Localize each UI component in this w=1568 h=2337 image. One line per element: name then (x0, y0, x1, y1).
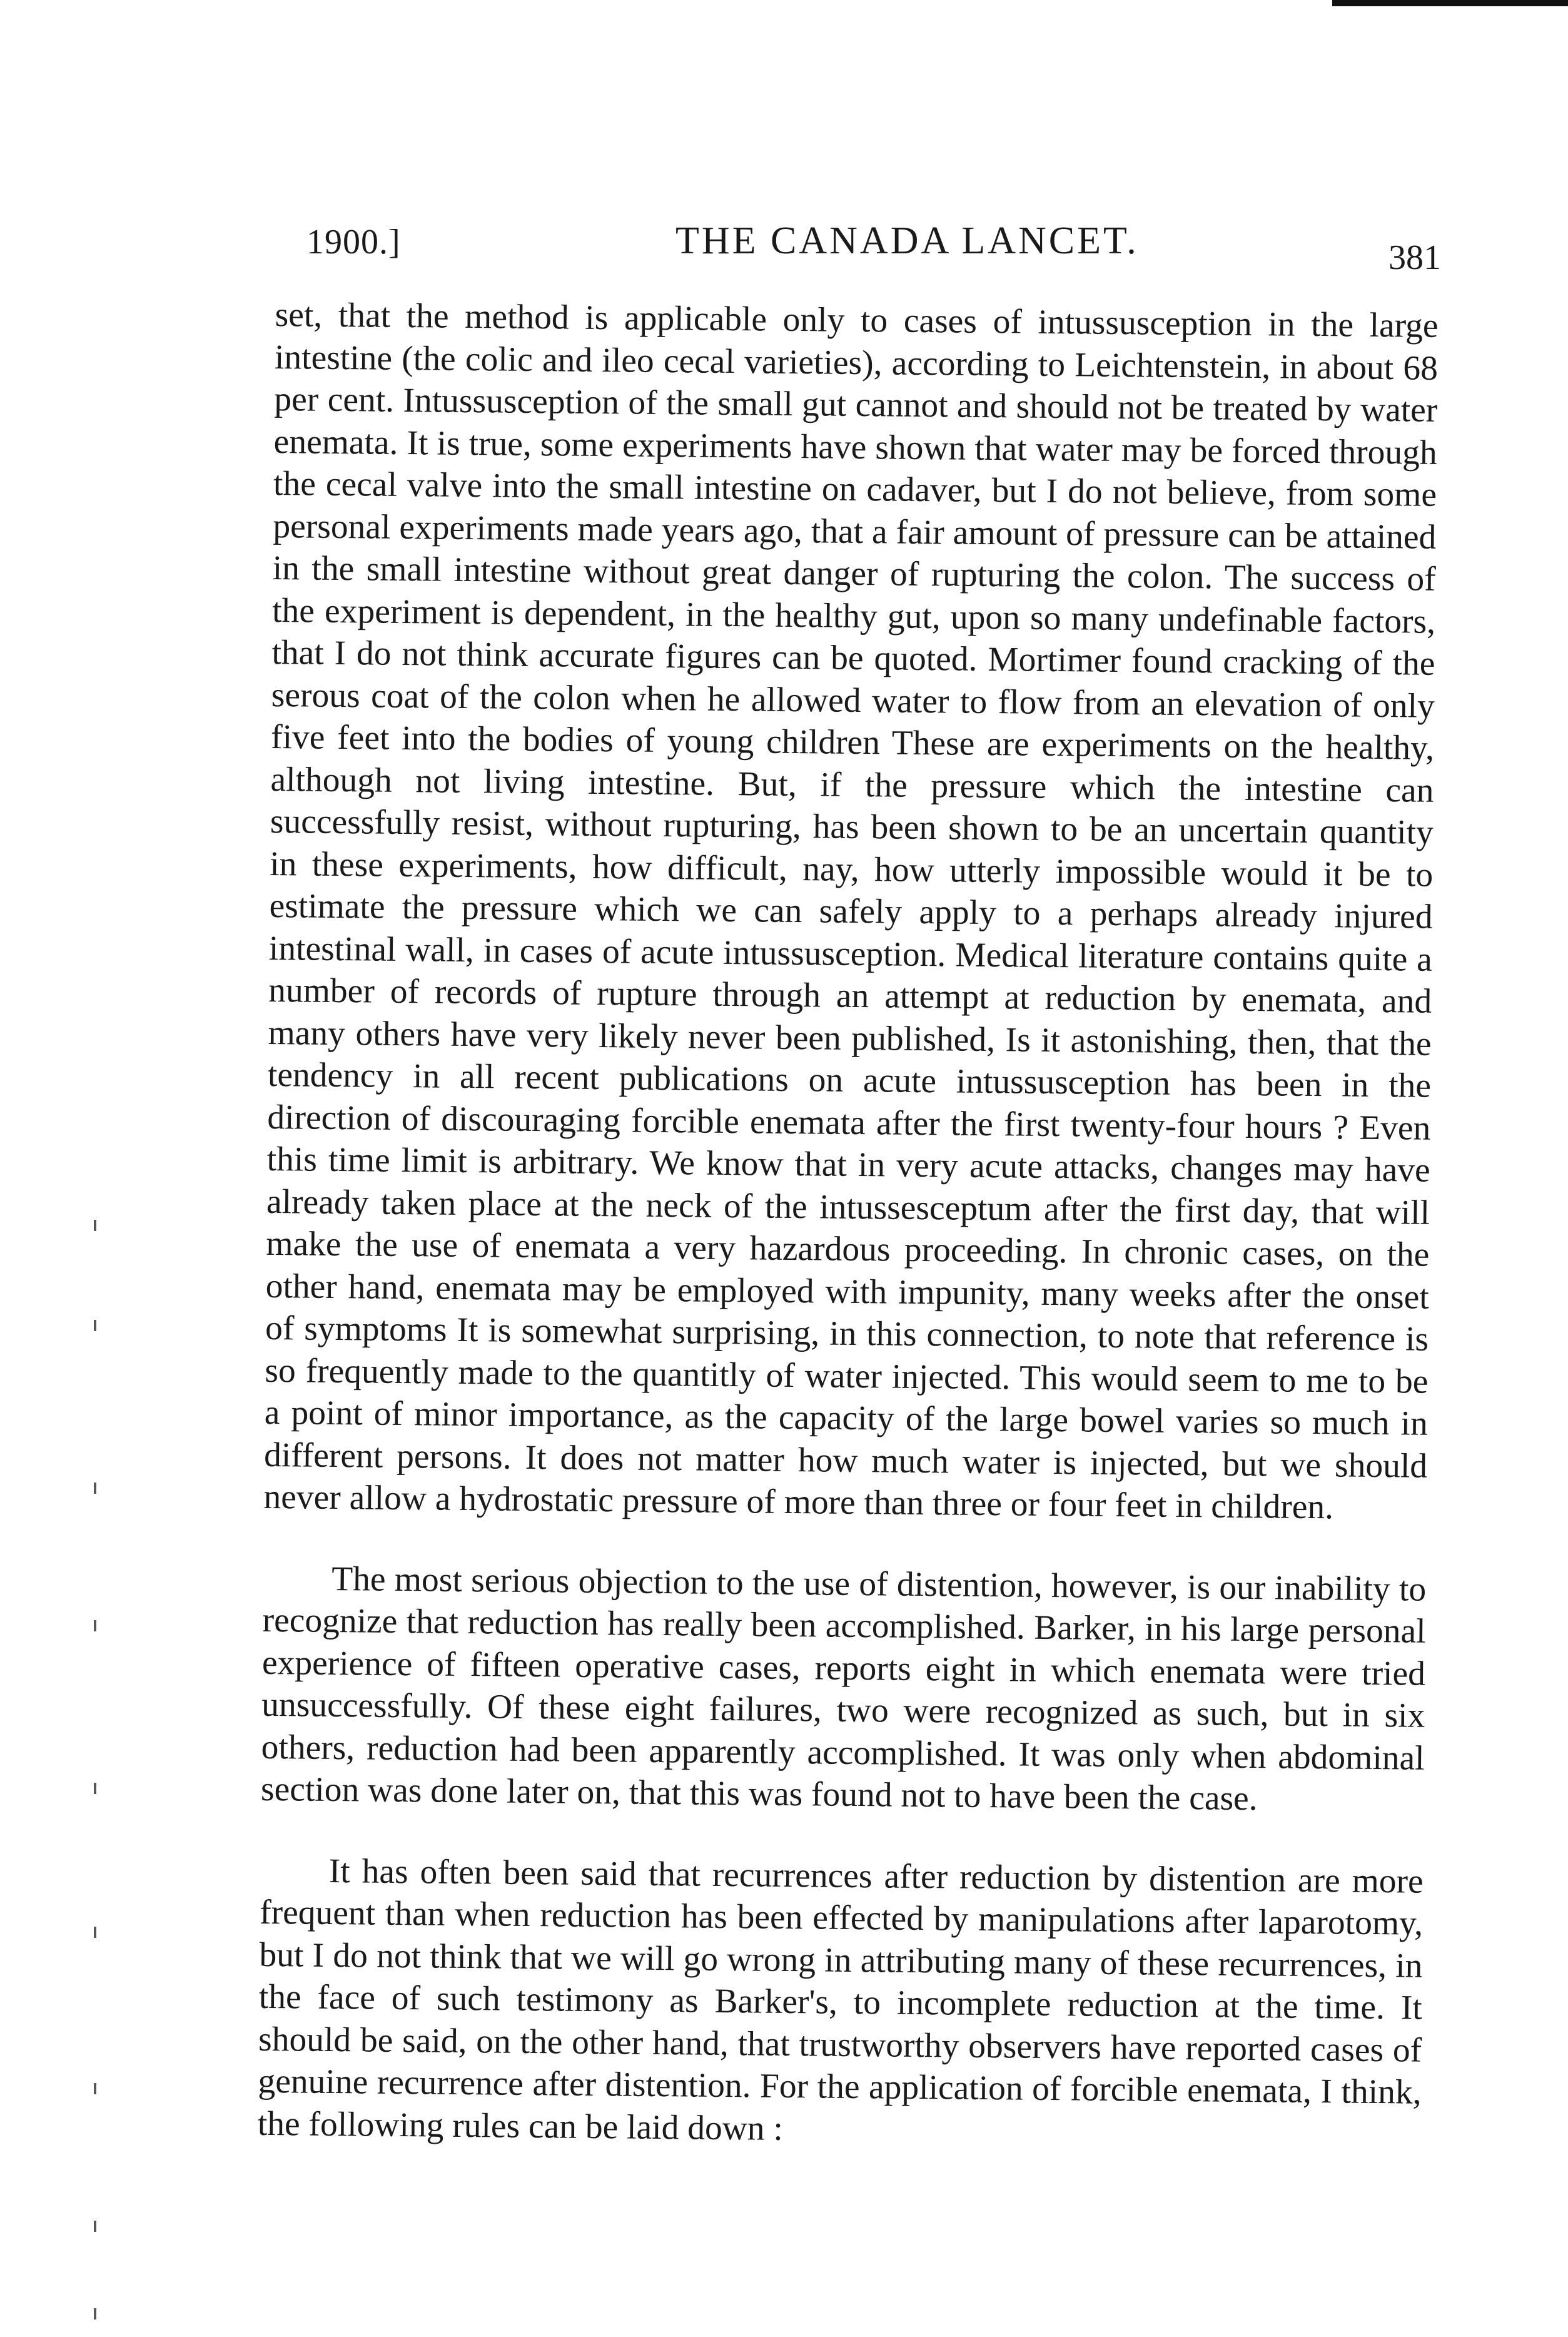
page-number: 381 (1388, 238, 1441, 277)
article-body (257, 294, 1439, 2195)
paragraph-3: It has often been said that recurrences after reduction by distention are more frequent than when reduction has been effected by manipulations after laparotomy, but I do not think that we will go wrong in attributing many of these recurrences, in the face of such testimony as Barker's, to incomplete reduction at the time. It should be said, on the other hand, that trustworthy observers have reported cases of genuine recurrence after distention. For the application of forcible enemata, I think, the following rules can be laid down : (257, 1852, 1424, 2148)
page-edge-mark (1332, 0, 1568, 6)
header-year: 1900.] (306, 223, 401, 261)
paragraph-1: set, that the method is applicable only to cases of intussusception in the large intestine (the colic and ileo cecal varieties), according to Leichtenstein, in about 68 per cent. Intussusception of the small gut cannot and should not be treated by water enemata. It is true, some experiments have shown that water may be forced through the cecal valve into the small intestine on cadaver, but I do not believe, from some personal experiments made years ago, that a fair amount of pressure can be attained in the small intestine without great danger of rupturing the colon. The success of the experiment is dependent, in the healthy gut, upon so many undefinable factors, that I do not think accurate figures can be quoted. Mortimer found cracking of the serous coat of the colon when he allowed water to flow from an elevation of only five feet into the bodies of young children These are experiments on the healthy, although not living intestine. But, if the pressure which the intestine can successfully resist, without rupturing, has been shown to be an uncertain quantity in these experiments, how difficult, nay, how utterly impossible would it be to estimate the pressure which we can safely apply to a perhaps already injured intestinal wall, in cases of acute intussusception. Medical literature contains quite a number of records of rupture through an attempt at reduction by enemata, and many others have very likely never been published, Is it astonishing, then, that the tendency in all recent publications on acute intussusception has been in the direction of discouraging forcible enemata after the first twenty-four hours ? Even this time limit is arbitrary. We know that in very acute attacks, changes may have already taken place at the neck of the intussesceptum after the first day, that will make the use of enemata a very hazardous proceeding. In chronic cases, on the other hand, enemata may be employed with impunity, many weeks after the onset of symptoms It is somewhat surprising, in this connection, to note that reference is so frequently made to the quantitly of water injected. This would seem to me to be a point of minor importance, as the capacity of the large bowel varies so much in different persons. It does not matter how much water is injected, but we should never allow a hydrostatic pressure of more than three or four feet in children. (263, 295, 1439, 1527)
binding-margin-marks (94, 1220, 100, 2333)
journal-title: THE CANADA LANCET. (675, 220, 1139, 262)
running-head (300, 210, 1441, 278)
paragraph-2: The most serious objection to the use of distention, however, is our inability to recognize that reduction has really been accomplished. Barker, in his large personal experience of fifteen operative cases, reports eight in which enemata were tried unsuccessfully. Of these eight failures, two were recognized as such, but in six others, reduction had been apparently accomplished. It was only when abdominal section was done later on, that this was found not to have been the case. (260, 1559, 1427, 1818)
